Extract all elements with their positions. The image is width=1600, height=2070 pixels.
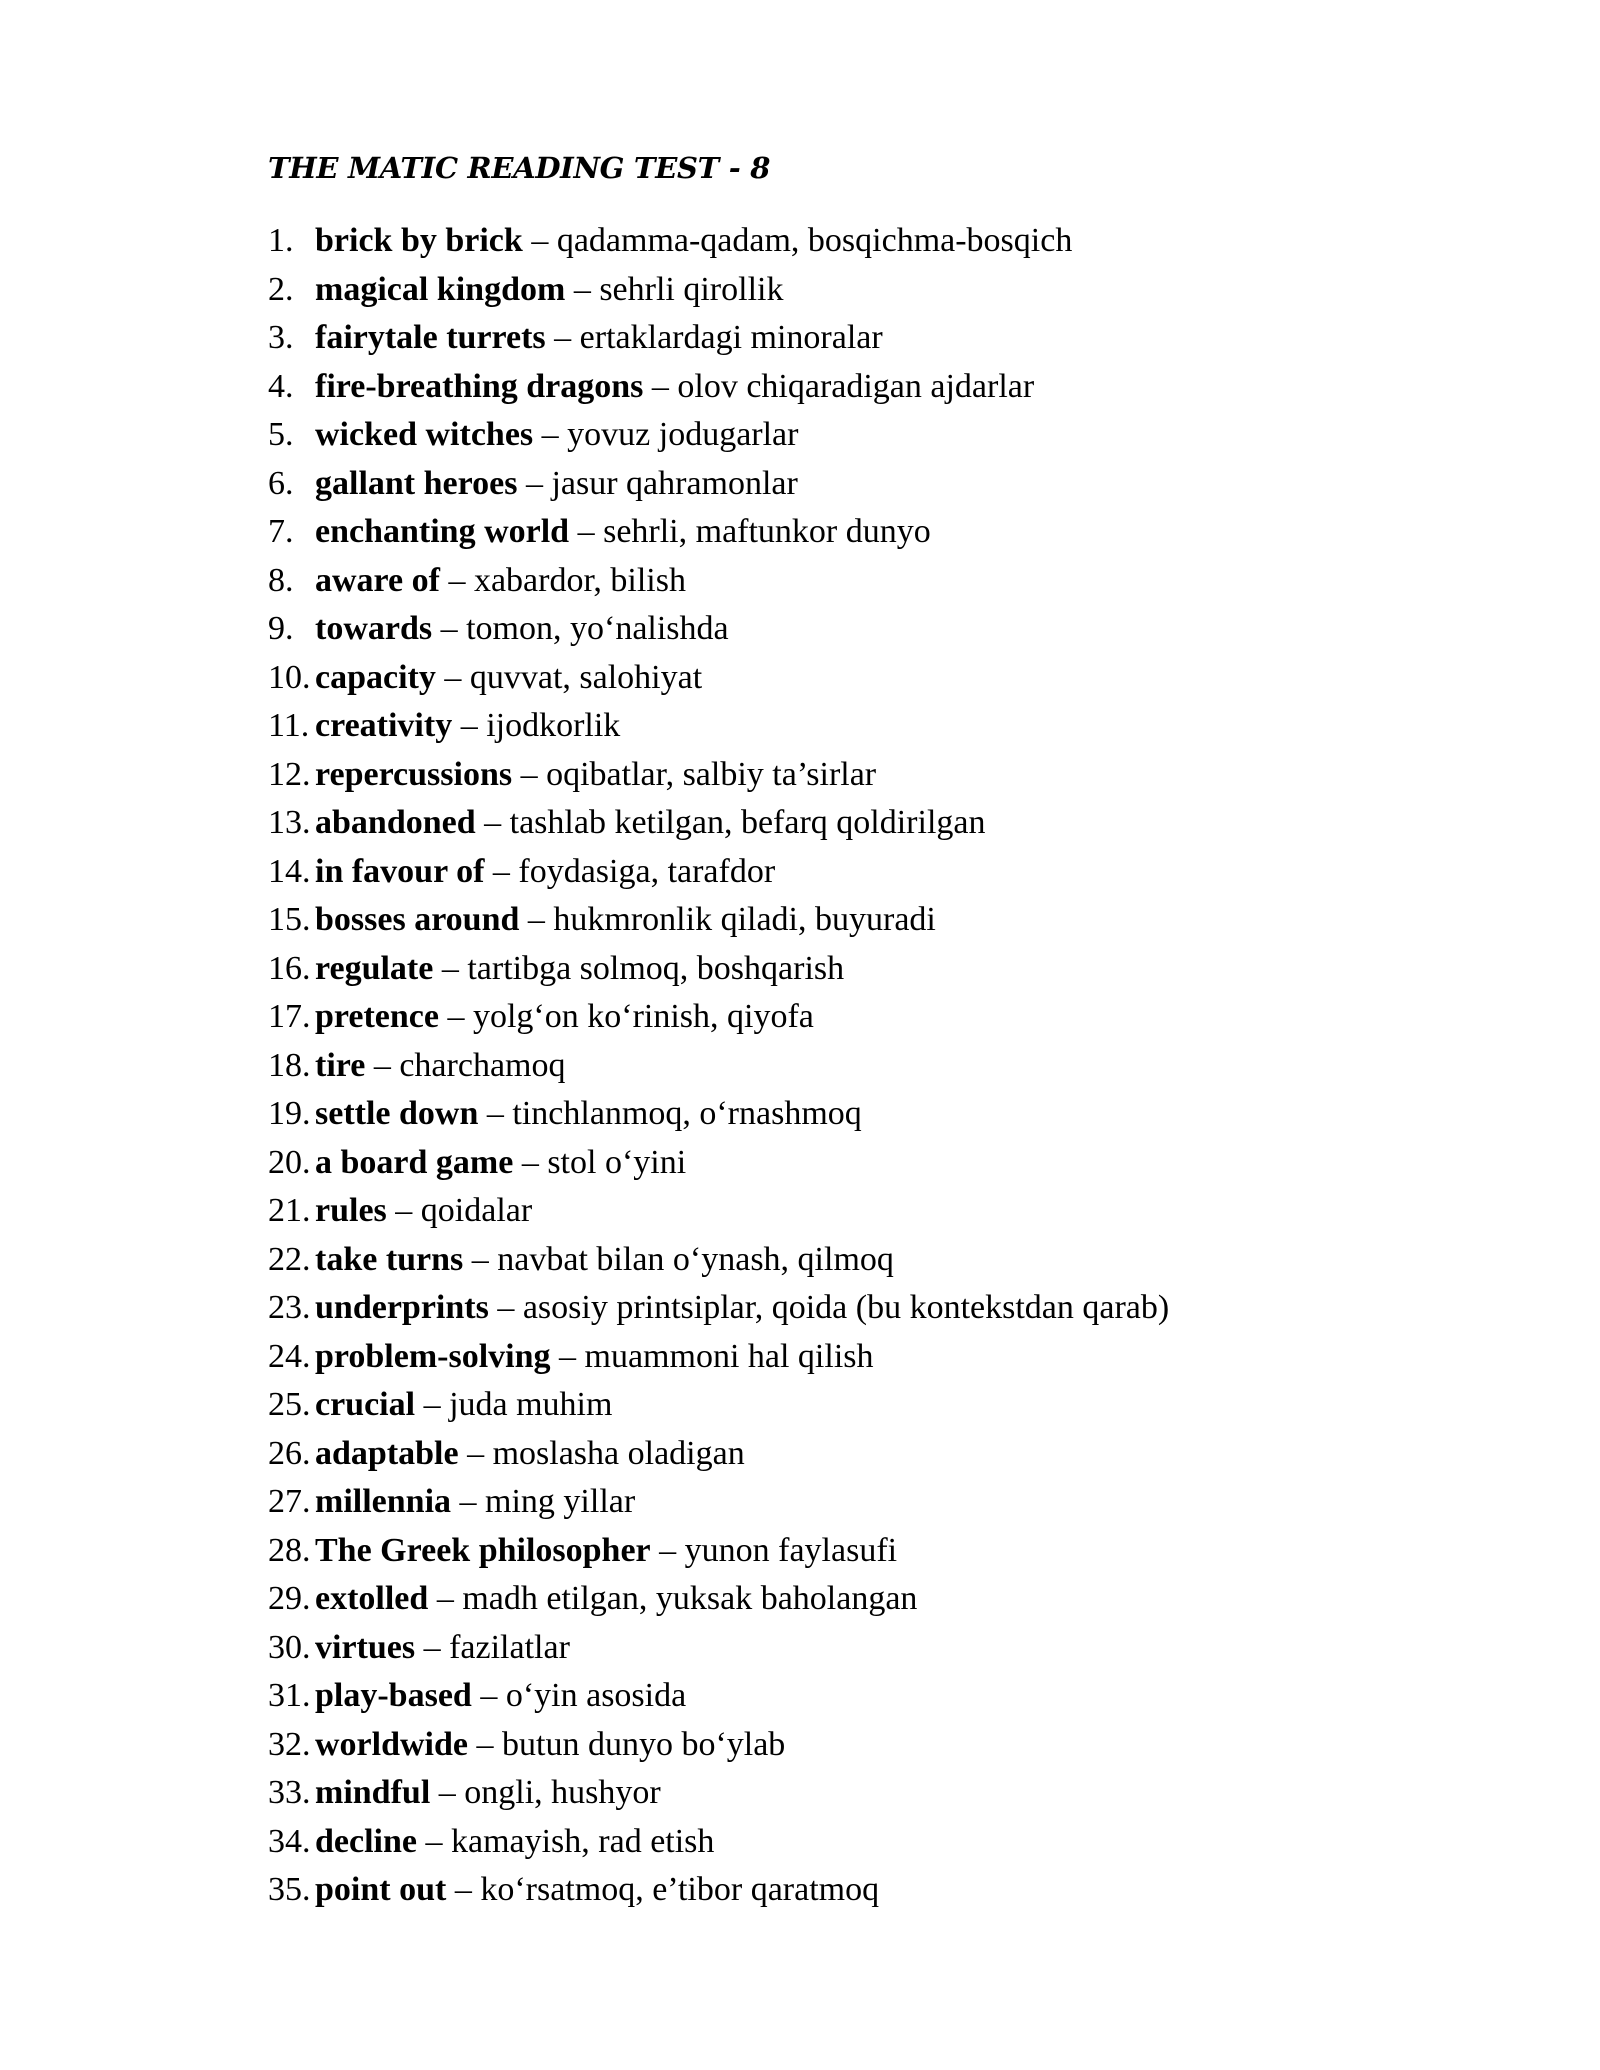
item-translation: oqibatlar, salbiy ta’sirlar: [546, 755, 877, 793]
item-term: magical kingdom: [315, 270, 566, 308]
item-separator: –: [415, 1628, 450, 1666]
item-term: play-based: [315, 1677, 472, 1714]
item-separator: –: [478, 1095, 513, 1132]
item-term: wicked witches: [315, 416, 534, 453]
item-separator: –: [533, 416, 568, 453]
item-separator: –: [438, 998, 473, 1035]
item-number: 21.: [268, 1192, 311, 1229]
item-term: aware of: [315, 561, 440, 599]
item-translation: kamayish, rad etish: [450, 1822, 715, 1860]
item-term: rules: [315, 1192, 387, 1229]
vocab-item: [268, 217, 1169, 266]
item-term: abandoned: [315, 804, 476, 841]
vocab-item: [268, 266, 1169, 315]
vocab-item: [268, 1527, 1169, 1576]
item-separator: –: [565, 270, 600, 308]
item-number: 10.: [268, 658, 311, 696]
item-separator: –: [432, 610, 467, 647]
item-translation: olov chiqaradigan ajdarlar: [677, 367, 1035, 405]
item-separator: –: [451, 1483, 486, 1520]
item-term: gallant heroes: [315, 464, 518, 502]
vocab-item: [268, 993, 1169, 1042]
item-separator: –: [365, 1046, 400, 1084]
vocab-item: [268, 1769, 1169, 1818]
item-number: 15.: [268, 901, 311, 938]
item-translation: sehrli, maftunkor dunyo: [603, 513, 931, 550]
item-number: 9.: [268, 610, 294, 647]
vocab-item: [268, 1333, 1169, 1382]
item-term: extolled: [315, 1580, 429, 1617]
item-term: pretence: [315, 998, 439, 1035]
vocab-item: [268, 508, 1169, 557]
item-number: 2.: [268, 270, 294, 308]
item-translation: sehrli qirollik: [599, 270, 784, 308]
item-number: 27.: [268, 1483, 311, 1520]
item-translation: navbat bilan o‘ynash, qilmoq: [497, 1240, 894, 1278]
item-number: 29.: [268, 1580, 311, 1617]
item-term: bosses around: [315, 901, 520, 938]
item-translation: charchamoq: [399, 1046, 566, 1084]
item-translation: ertaklardagi minoralar: [579, 319, 883, 356]
item-number: 6.: [268, 464, 294, 502]
item-term: regulate: [315, 949, 434, 987]
item-number: 5.: [268, 416, 294, 453]
vocab-item: [268, 848, 1169, 897]
vocab-item: [268, 945, 1169, 994]
item-separator: –: [415, 1386, 450, 1423]
item-number: 22.: [268, 1240, 311, 1278]
item-term: towards: [315, 610, 433, 647]
vocab-item: [268, 1284, 1169, 1333]
vocab-item: [268, 363, 1169, 412]
vocab-item: [268, 1042, 1169, 1091]
item-term: capacity: [315, 658, 436, 696]
vocab-item: [268, 1139, 1169, 1188]
item-term: settle down: [315, 1095, 479, 1132]
item-translation: tashlab ketilgan, befarq qoldirilgan: [509, 804, 986, 841]
item-term: creativity: [315, 707, 453, 744]
item-term: The Greek philosopher: [315, 1531, 651, 1569]
item-separator: –: [519, 901, 554, 938]
item-translation: qoidalar: [420, 1192, 533, 1229]
item-term: problem-solving: [315, 1337, 551, 1375]
item-term: adaptable: [315, 1434, 459, 1472]
item-translation: madh etilgan, yuksak baholangan: [462, 1580, 918, 1617]
vocab-item: [268, 799, 1169, 848]
item-separator: –: [545, 319, 580, 356]
item-translation: yunon faylasufi: [684, 1531, 898, 1569]
item-number: 19.: [268, 1095, 311, 1132]
item-number: 3.: [268, 319, 294, 356]
item-separator: –: [550, 1337, 585, 1375]
item-number: 24.: [268, 1337, 311, 1375]
item-number: 30.: [268, 1628, 311, 1666]
item-separator: –: [435, 658, 470, 696]
item-separator: –: [522, 222, 557, 259]
item-translation: yovuz jodugarlar: [567, 416, 799, 453]
item-term: decline: [315, 1822, 417, 1860]
item-separator: –: [475, 804, 510, 841]
vocab-item: [268, 1672, 1169, 1721]
vocab-item: [268, 896, 1169, 945]
item-separator: –: [463, 1240, 498, 1278]
item-number: 23.: [268, 1289, 311, 1326]
item-number: 33.: [268, 1774, 311, 1811]
item-number: 13.: [268, 804, 311, 841]
item-separator: –: [416, 1822, 451, 1860]
item-separator: –: [433, 949, 468, 987]
item-number: 16.: [268, 949, 311, 987]
item-translation: stol o‘yini: [547, 1143, 687, 1181]
page-title: THE MATIC READING TEST - 8: [268, 151, 771, 185]
item-translation: qadamma-qadam, bosqichma-bosqich: [556, 222, 1073, 259]
item-term: point out: [315, 1871, 447, 1908]
item-separator: –: [513, 1143, 548, 1181]
item-separator: –: [468, 1725, 502, 1763]
item-translation: juda muhim: [449, 1386, 613, 1423]
item-separator: –: [643, 367, 678, 405]
item-number: 28.: [268, 1531, 311, 1569]
item-translation: ijodkorlik: [486, 707, 621, 744]
item-number: 18.: [268, 1046, 311, 1084]
vocab-item: [268, 654, 1169, 703]
item-separator: –: [386, 1192, 421, 1229]
vocab-item: [268, 1575, 1169, 1624]
item-separator: –: [512, 755, 547, 793]
item-term: enchanting world: [315, 513, 570, 550]
vocab-item: [268, 411, 1169, 460]
item-number: 20.: [268, 1143, 311, 1181]
item-term: a board game: [315, 1143, 514, 1181]
vocab-item: [268, 1478, 1169, 1527]
item-translation: quvvat, salohiyat: [469, 658, 703, 696]
item-translation: muammoni hal qilish: [584, 1337, 874, 1375]
item-separator: –: [569, 513, 604, 550]
vocab-item: [268, 702, 1169, 751]
item-separator: –: [471, 1677, 506, 1714]
item-term: underprints: [315, 1289, 489, 1326]
item-separator: –: [650, 1531, 685, 1569]
vocab-item: [268, 314, 1169, 363]
item-number: 25.: [268, 1386, 311, 1423]
item-separator: –: [488, 1289, 523, 1326]
item-translation: asosiy printsiplar, qoida (bu kontekstdan qarab): [522, 1289, 1170, 1326]
item-number: 34.: [268, 1822, 311, 1860]
item-translation: ongli, hushyor: [464, 1774, 661, 1811]
item-translation: ko‘rsatmoq, e’tibor qaratmoq: [480, 1871, 880, 1908]
vocab-item: [268, 1721, 1169, 1770]
item-term: worldwide: [315, 1725, 468, 1763]
item-translation: yolg‘on ko‘rinish, qiyofa: [472, 998, 814, 1035]
item-number: 14.: [268, 852, 311, 890]
item-term: take turns: [315, 1240, 464, 1278]
item-number: 7.: [268, 513, 294, 550]
item-translation: tinchlanmoq, o‘rnashmoq: [512, 1095, 862, 1132]
item-term: repercussions: [315, 755, 513, 793]
item-translation: tomon, yo‘nalishda: [466, 610, 729, 647]
item-number: 26.: [268, 1434, 311, 1472]
vocab-item: [268, 1430, 1169, 1479]
item-term: virtues: [315, 1628, 416, 1666]
vocabulary-list: [268, 217, 1169, 1915]
item-separator: –: [430, 1774, 465, 1811]
item-translation: jasur qahramonlar: [551, 464, 798, 502]
item-term: in favour of: [315, 852, 485, 890]
vocab-item: [268, 1236, 1169, 1285]
vocab-item: [268, 751, 1169, 800]
vocab-item: [268, 1381, 1169, 1430]
item-separator: –: [452, 707, 487, 744]
vocab-item: [268, 1866, 1169, 1915]
item-translation: ming yillar: [485, 1483, 636, 1520]
item-translation: butun dunyo bo‘ylab: [502, 1725, 786, 1763]
vocab-item: [268, 1187, 1169, 1236]
item-term: fire-breathing dragons: [315, 367, 644, 405]
item-separator: –: [458, 1434, 493, 1472]
item-number: 17.: [268, 998, 311, 1035]
vocab-item: [268, 460, 1169, 509]
item-number: 35.: [268, 1871, 311, 1908]
item-term: mindful: [315, 1774, 431, 1811]
item-term: millennia: [315, 1483, 452, 1520]
item-number: 1.: [268, 222, 294, 259]
item-number: 12.: [268, 755, 311, 793]
item-translation: xabardor, bilish: [473, 561, 686, 599]
vocab-item: [268, 557, 1169, 606]
item-number: 8.: [268, 561, 294, 599]
item-translation: tartibga solmoq, boshqarish: [467, 949, 845, 987]
item-translation: foydasiga, tarafdor: [518, 852, 776, 890]
item-number: 32.: [268, 1725, 311, 1763]
item-separator: –: [484, 852, 519, 890]
item-separator: –: [517, 464, 552, 502]
item-separator: –: [439, 561, 474, 599]
vocab-item: [268, 1090, 1169, 1139]
item-number: 31.: [268, 1677, 311, 1714]
item-number: 11.: [268, 707, 310, 744]
item-translation: o‘yin asosida: [505, 1677, 687, 1714]
item-separator: –: [446, 1871, 481, 1908]
item-translation: hukmronlik qiladi, buyuradi: [553, 901, 936, 938]
item-term: crucial: [315, 1386, 416, 1423]
item-number: 4.: [268, 367, 294, 405]
item-translation: moslasha oladigan: [492, 1434, 745, 1472]
vocab-item: [268, 1818, 1169, 1867]
item-term: brick by brick: [315, 222, 523, 259]
item-term: tire: [315, 1046, 366, 1084]
item-translation: fazilatlar: [449, 1628, 570, 1666]
item-term: fairytale turrets: [315, 319, 546, 356]
item-separator: –: [428, 1580, 463, 1617]
vocab-item: [268, 1624, 1169, 1673]
vocab-item: [268, 605, 1169, 654]
